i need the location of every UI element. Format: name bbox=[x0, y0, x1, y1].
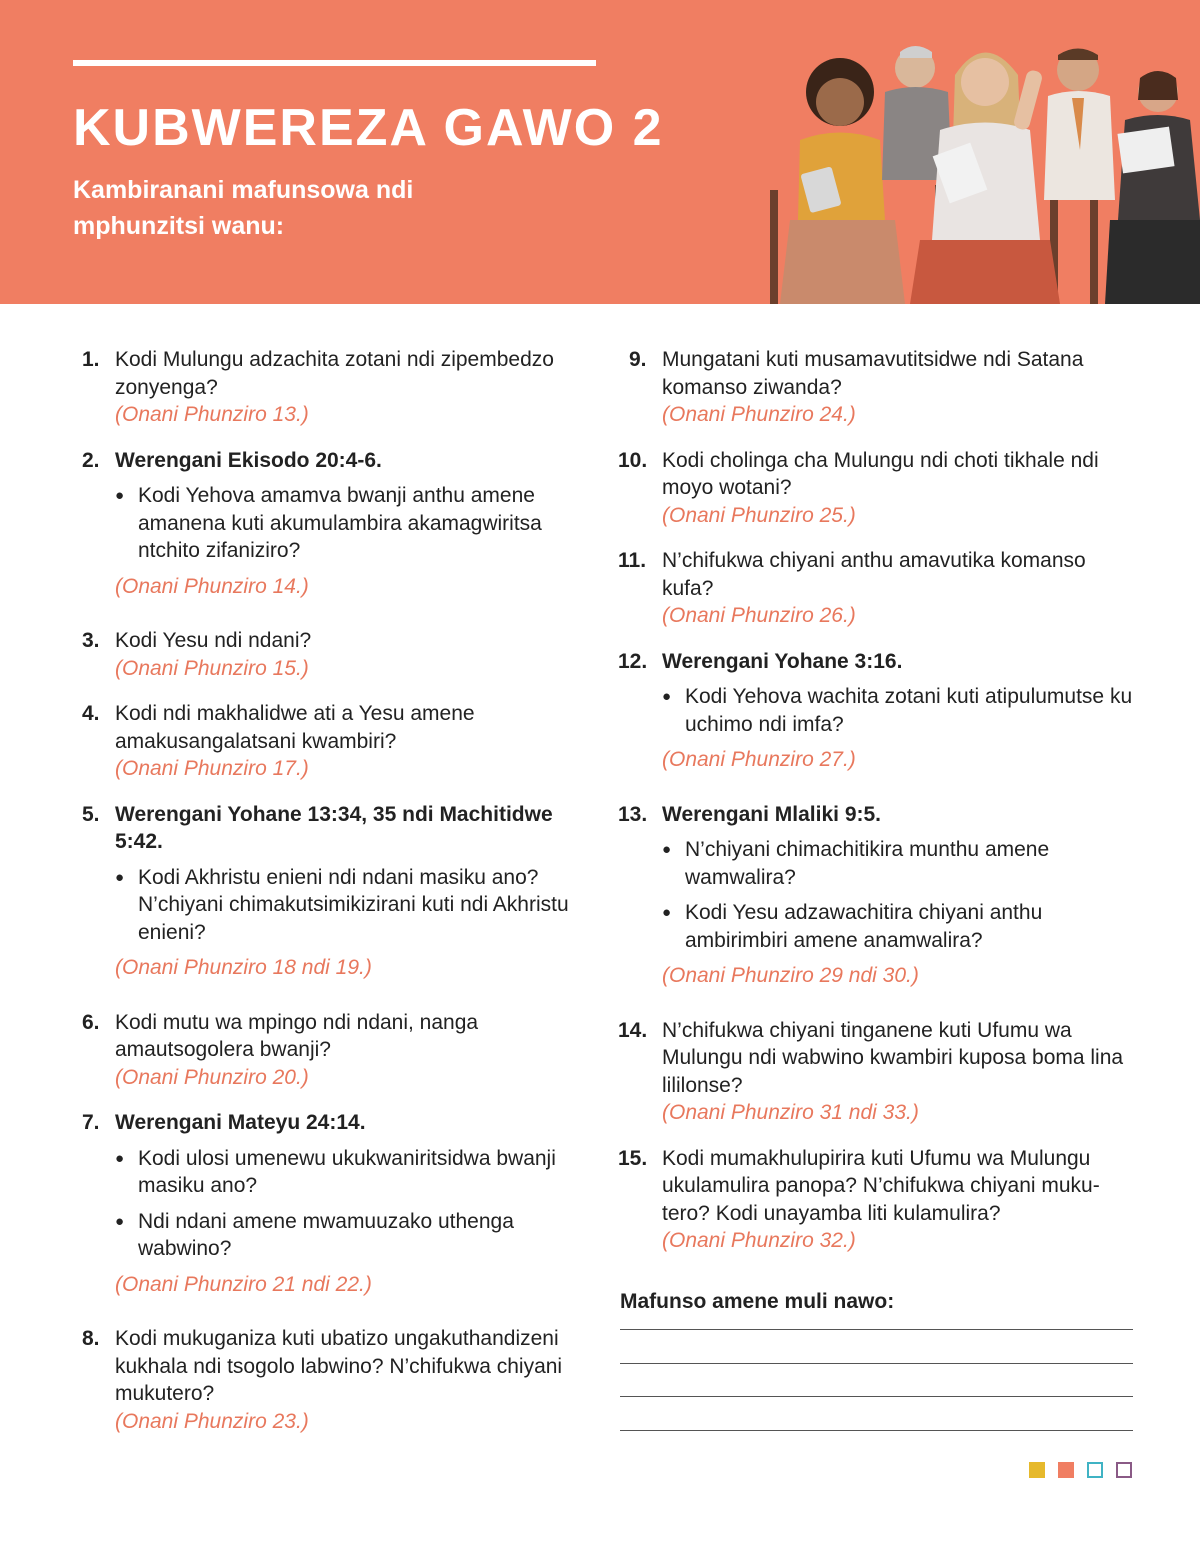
lesson-reference: (Onani Phunziro 18 ndi 19.) bbox=[115, 956, 372, 979]
question-text: Kodi Yesu ndi ndani? bbox=[115, 629, 312, 652]
question-number: 14. bbox=[618, 1018, 648, 1042]
question-bullet: ● N’chiyani chimachitikira munthu amene wamwalira? bbox=[662, 836, 1138, 891]
note-line[interactable] bbox=[620, 1363, 1133, 1364]
note-line[interactable] bbox=[620, 1396, 1133, 1397]
header-rule bbox=[73, 60, 596, 66]
question-13 bbox=[618, 801, 1138, 990]
header-banner bbox=[0, 0, 1200, 304]
question-text: Werengani Mateyu 24:14. bbox=[115, 1111, 366, 1134]
people-seated-illustration bbox=[760, 30, 1200, 304]
question-text: Mungatani kuti musamavutitsidwe ndi Satana komanso ziwanda? bbox=[662, 348, 1084, 399]
question-9 bbox=[618, 346, 1138, 429]
question-number: 9. bbox=[629, 348, 647, 371]
lesson-reference: (Onani Phunziro 29 ndi 30.) bbox=[662, 964, 919, 987]
question-text: Werengani Yohane 3:16. bbox=[662, 649, 903, 673]
lesson-reference: (Onani Phunziro 31 ndi 33.) bbox=[662, 1101, 919, 1124]
question-number: 12. bbox=[618, 649, 648, 673]
lesson-reference: (Onani Phunziro 13.) bbox=[115, 403, 309, 426]
questions-right-column bbox=[618, 346, 1138, 1255]
lesson-reference: (Onani Phunziro 20.) bbox=[115, 1065, 309, 1089]
question-12 bbox=[618, 648, 1138, 774]
question-bullet: ● Kodi Yehova amamva bwanji anthu amene amanena kuti akumulambira akamagwiritsa ntchito zifaniziro? bbox=[115, 482, 587, 565]
question-4 bbox=[82, 700, 587, 783]
question-number: 4. bbox=[82, 702, 100, 725]
question-number: 13. bbox=[618, 802, 648, 826]
lesson-reference: (Onani Phunziro 21 ndi 22.) bbox=[115, 1272, 372, 1296]
question-number: 6. bbox=[82, 1010, 100, 1034]
question-number: 8. bbox=[82, 1327, 100, 1350]
question-text: Kodi mutu wa mpingo ndi ndani, nanga amautsogolera bwanji? bbox=[115, 1010, 479, 1061]
question-text: Kodi mukuganiza kuti ubatizo ungakuthandizeni kukhala ndi tsogolo labwino? N’chifukwa chiyani mukutero? bbox=[115, 1327, 563, 1405]
question-text: Werengani Ekisodo 20:4-6. bbox=[115, 448, 382, 472]
notes-label: Mafunso amene muli nawo: bbox=[620, 1290, 895, 1313]
question-bullet: ● Kodi Yesu adzawachitira chiyani anthu ambirimbiri amene anamwalira? bbox=[662, 899, 1138, 954]
page-title: KUBWEREZA GAWO 2 bbox=[73, 99, 664, 157]
page-subtitle: Kambiranani mafunsowa ndi mphunzitsi wanu: bbox=[73, 176, 414, 240]
lesson-reference: (Onani Phunziro 23.) bbox=[115, 1409, 309, 1433]
question-text: Werengani Mlaliki 9:5. bbox=[662, 802, 882, 826]
question-number: 3. bbox=[82, 629, 100, 652]
lesson-reference: (Onani Phunziro 32.) bbox=[662, 1229, 856, 1252]
question-7 bbox=[82, 1109, 587, 1298]
question-text: N’chifukwa chiyani anthu amavutika komanso kufa? bbox=[662, 549, 1086, 600]
question-text: Kodi cholinga cha Mulungu ndi choti tikhale ndi moyo wotani? bbox=[662, 448, 1099, 499]
question-bullet: ● Kodi Yehova wachita zotani kuti atipulumutse ku uchimo ndi imfa? bbox=[662, 683, 1138, 738]
question-6 bbox=[82, 1009, 587, 1092]
lesson-reference: (Onani Phunziro 24.) bbox=[662, 403, 856, 426]
question-number: 11. bbox=[618, 549, 647, 572]
question-bullet: ● Kodi ulosi umenewu ukukwaniritsidwa bwanji masiku ano? bbox=[115, 1145, 587, 1200]
question-number: 1. bbox=[82, 348, 100, 371]
square-outline-teal bbox=[1087, 1462, 1103, 1478]
question-number: 2. bbox=[82, 448, 100, 472]
question-1 bbox=[82, 346, 587, 429]
question-text: Kodi Mulungu adzachita zotani ndi zipembedzo zonyenga? bbox=[115, 348, 554, 399]
question-8 bbox=[82, 1325, 587, 1435]
question-bullet: ● Ndi ndani amene mwamuuzako uthenga wabwino? bbox=[115, 1208, 587, 1263]
question-3 bbox=[82, 627, 587, 682]
note-line[interactable] bbox=[620, 1329, 1133, 1330]
question-11 bbox=[618, 547, 1138, 630]
question-number: 5. bbox=[82, 802, 100, 826]
note-line[interactable] bbox=[620, 1430, 1133, 1431]
question-14 bbox=[618, 1017, 1138, 1127]
square-filled-yellow bbox=[1029, 1462, 1045, 1478]
question-number: 15. bbox=[618, 1146, 648, 1170]
question-2 bbox=[82, 447, 587, 601]
lesson-reference: (Onani Phunziro 26.) bbox=[662, 604, 856, 627]
question-text: Kodi ndi makhalidwe ati a Yesu amene amakusangalatsani kwambiri? bbox=[115, 702, 475, 753]
lesson-reference: (Onani Phunziro 14.) bbox=[115, 574, 309, 598]
square-outline-purple bbox=[1116, 1462, 1132, 1478]
square-filled-orange bbox=[1058, 1462, 1074, 1478]
question-bullet: ● Kodi Akhristu enieni ndi ndani masiku ano? N’chiyani chimakutsimikizirani kuti ndi Akhristu enieni? bbox=[115, 864, 587, 947]
question-number: 7. bbox=[82, 1111, 100, 1134]
question-5 bbox=[82, 801, 587, 982]
lesson-reference: (Onani Phunziro 25.) bbox=[662, 503, 856, 527]
lesson-reference: (Onani Phunziro 15.) bbox=[115, 656, 309, 680]
question-text: N’chifukwa chiyani tinganene kuti Ufumu wa Mulungu ndi wabwino kwambiri kuposa boma lina lililonse? bbox=[662, 1018, 1124, 1097]
lesson-reference: (Onani Phunziro 27.) bbox=[662, 748, 856, 771]
question-10 bbox=[618, 447, 1138, 530]
question-15 bbox=[618, 1145, 1138, 1255]
question-text: Kodi mumakhulupirira kuti Ufumu wa Mulungu ukulamulira panopa? N’chifukwa chiyani mukutero? Kodi unayamba liti kulamulira? bbox=[662, 1146, 1100, 1225]
question-text: Werengani Yohane 13:34, 35 ndi Machitidwe 5:42. bbox=[115, 802, 553, 853]
lesson-reference: (Onani Phunziro 17.) bbox=[115, 757, 309, 780]
question-number: 10. bbox=[618, 448, 648, 472]
questions-left-column bbox=[82, 346, 587, 1435]
